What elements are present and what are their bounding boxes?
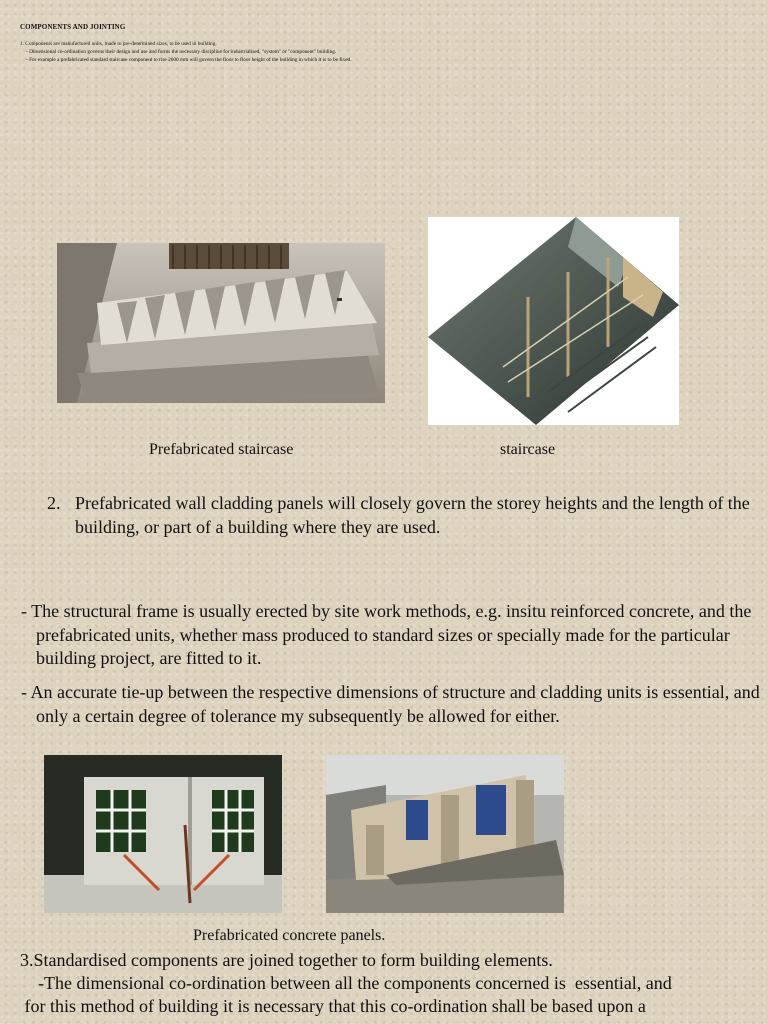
prefabricated-staircase-photo <box>57 243 385 403</box>
intro-line-3: - For example a prefabricated standard staircase component to rise 2600 mm will govern the floor to floor height of the building in which it is to be fixed. <box>26 57 352 63</box>
point-3-line-1: 3.Standardised components are joined together to form building elements. <box>20 950 553 970</box>
concrete-panel-photo-right <box>326 755 564 913</box>
intro-line-1: 1. Components are manufactured units, made to pre-determined sizes, to be used in building. <box>20 41 217 47</box>
point-2-text: Prefabricated wall cladding panels will closely govern the storey heights and the length of the building, or part of a building where they are used. <box>75 493 750 537</box>
concrete-panel-photo-left <box>44 755 282 913</box>
paragraph-tie-up: - An accurate tie-up between the respective dimensions of structure and cladding units is essential, and only a certain degree of tolerance my subsequently be allowed for either. <box>21 682 760 726</box>
page-heading: COMPONENTS AND JOINTING <box>20 23 126 31</box>
point-3 <box>20 949 760 1018</box>
caption-concrete-panels: Prefabricated concrete panels. <box>193 927 386 944</box>
point-2-number: 2. <box>47 493 61 513</box>
caption-staircase: staircase <box>500 441 556 458</box>
paragraph-structural-frame: - The structural frame is usually erected by site work methods, e.g. insitu reinforced concrete, and the prefabricated units, whether mass produced to standard sizes or specially made for the particular building project, are fitted to it. <box>21 601 752 668</box>
point-3-line-2: -The dimensional co-ordination between all the components concerned is essential, and <box>20 973 672 993</box>
caption-prefabricated-staircase: Prefabricated staircase <box>149 441 294 458</box>
staircase-photo <box>428 217 679 425</box>
point-3-line-3: for this method of building it is necessary that this co-ordination shall be based upon a <box>20 996 646 1016</box>
intro-line-2: - Dimensional co-ordination governs their design and use and forms the necessary discipline for industrialised, "system" or "component" building. <box>26 49 337 55</box>
